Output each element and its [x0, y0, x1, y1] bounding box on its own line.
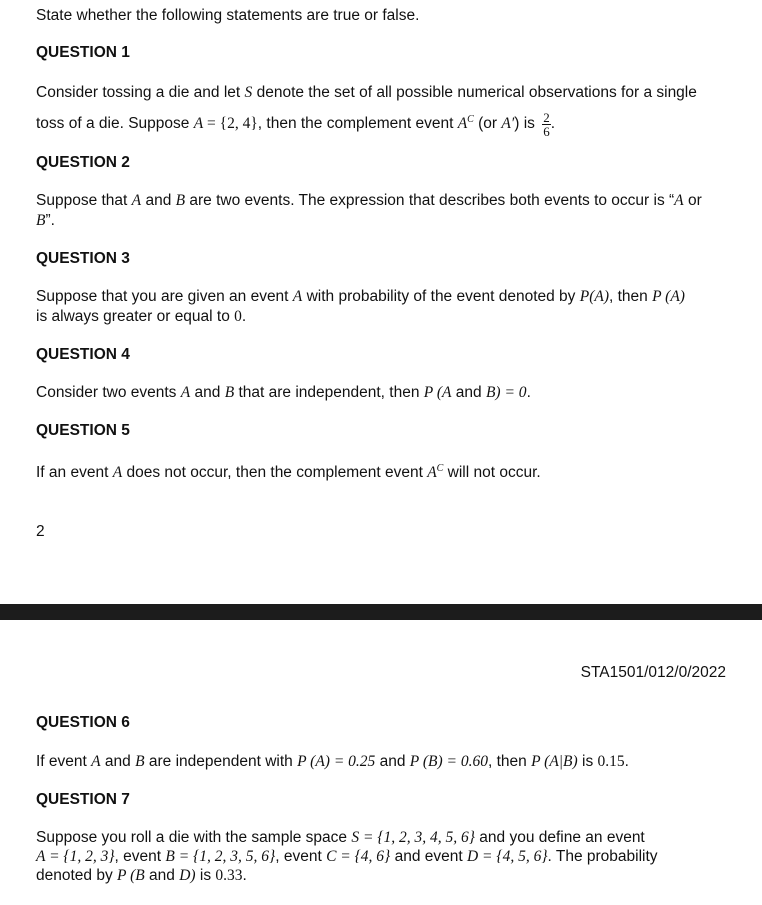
question-1-line-1: Consider tossing a die and let S denote the set of all possible numerical observations for a single — [36, 84, 697, 101]
question-7-line-1: Suppose you roll a die with the sample space S = {1, 2, 3, 4, 5, 6} and you define an event — [36, 829, 645, 846]
page-lower — [0, 620, 762, 905]
question-2-line-1: Suppose that A and B are two events. The expression that describes both events to occur is “A or — [36, 192, 702, 209]
question-6-line-1: If event A and B are independent with P (A) = 0.25 and P (B) = 0.60, then P (A|B) is 0.15. — [36, 753, 629, 770]
question-3-heading: QUESTION 3 — [36, 250, 130, 267]
question-3-line-1: Suppose that you are given an event A with probability of the event denoted by P(A), then P (A) — [36, 288, 685, 305]
question-1-line-2: toss of a die. Suppose A = {2, 4}, then the complement event $A^C$ (or A′) is $\frac{2}{6}$ . — [36, 109, 556, 139]
question-6-heading: QUESTION 6 — [36, 714, 130, 731]
intro-text: State whether the following statements are true or false. — [36, 7, 420, 24]
question-5-line-1: If an event A does not occur, then the complement event $A^C$ will not occur. — [36, 463, 541, 482]
page-number: 2 — [36, 523, 45, 540]
question-7-line-3: denoted by P (B and D) is 0.33. — [36, 867, 247, 884]
question-7-heading: QUESTION 7 — [36, 791, 130, 808]
question-3-line-2: is always greater or equal to 0. — [36, 308, 247, 325]
question-2-line-2: B”. — [36, 212, 55, 229]
question-5-heading: QUESTION 5 — [36, 422, 130, 439]
question-7-line-2: A = {1, 2, 3}, event B = {1, 2, 3, 5, 6}, event C = {4, 6} and event D = {4, 5, 6}. The probability — [36, 848, 658, 865]
course-code: STA1501/012/0/2022 — [580, 664, 726, 681]
fraction: $\frac{2}{6}$ — [543, 109, 550, 139]
question-2-heading: QUESTION 2 — [36, 154, 130, 171]
question-1-heading: QUESTION 1 — [36, 44, 130, 61]
question-4-heading: QUESTION 4 — [36, 346, 130, 363]
page-divider — [0, 604, 762, 620]
question-4-line-1: Consider two events A and B that are independent, then P (A and B) = 0. — [36, 384, 531, 401]
